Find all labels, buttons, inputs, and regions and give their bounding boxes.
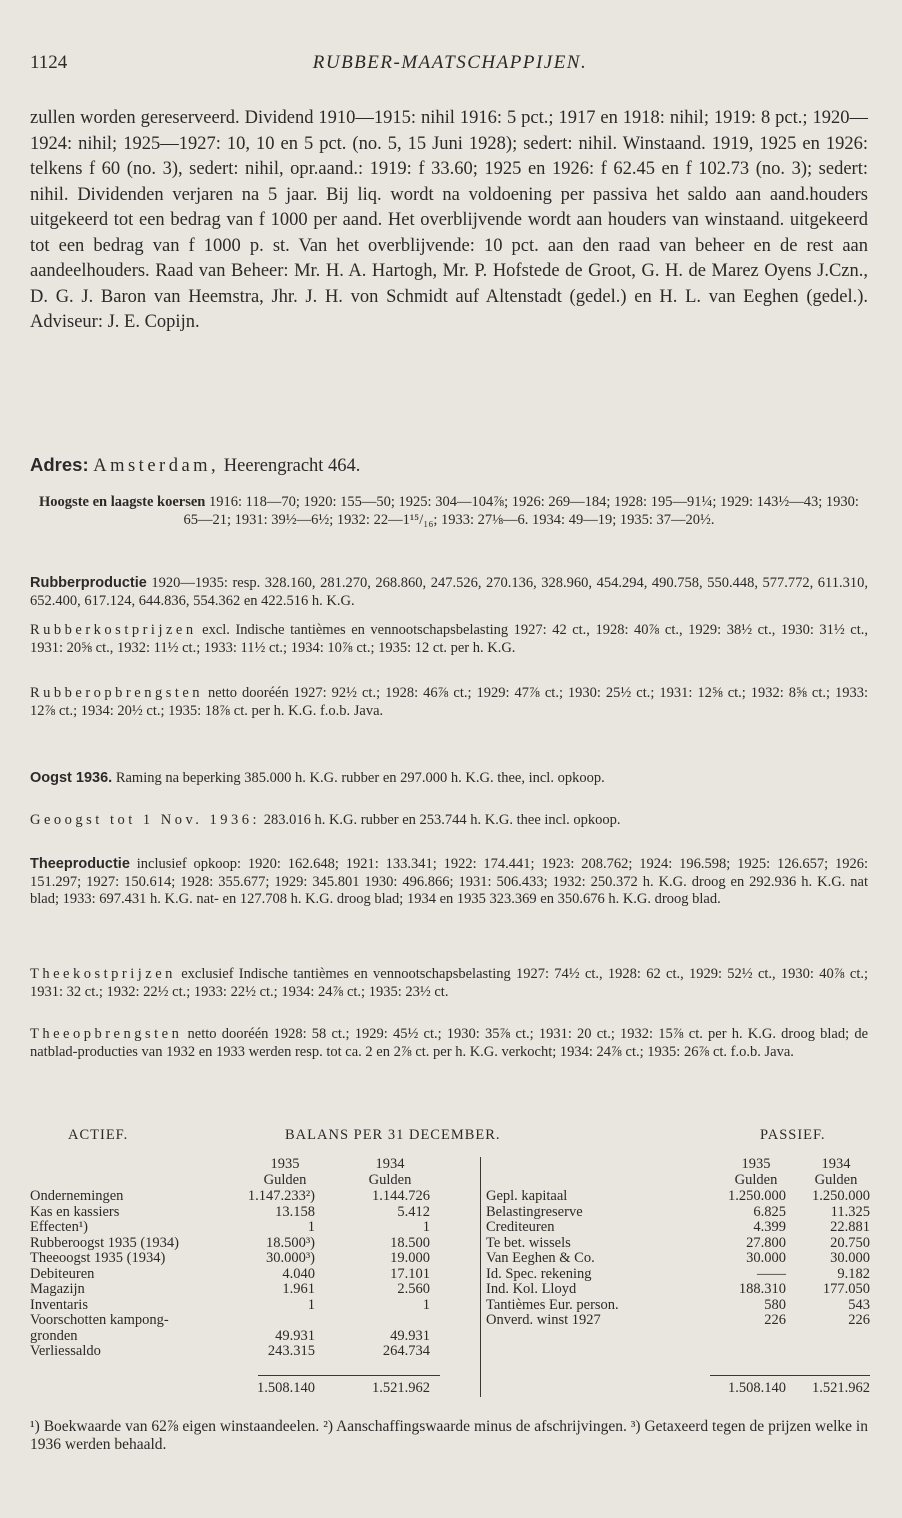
passief-row-value-1935: 6.825 — [753, 1203, 786, 1220]
actief-row — [30, 1220, 476, 1236]
passief-total-1934: 1.521.962 — [812, 1380, 870, 1396]
actief-total-1934: 1.521.962 — [372, 1380, 430, 1396]
passief-row — [486, 1313, 870, 1329]
actief-column-headers — [30, 1157, 476, 1188]
theeproductie-label: Theeproductie — [30, 856, 130, 872]
passief-unit-2: Gulden — [814, 1171, 858, 1188]
actief-heading: ACTIEF. — [68, 1127, 129, 1143]
paragraph-oogst — [30, 770, 868, 788]
passief-row-value-1935: 30.000 — [746, 1250, 786, 1266]
actief-row-value-1935: 13.158 — [275, 1203, 315, 1220]
passief-row-value-1934: 543 — [848, 1296, 870, 1313]
passief-year-1934: 1934 — [821, 1156, 851, 1172]
actief-row — [30, 1282, 476, 1298]
oogst-label: Oogst 1936. — [30, 770, 113, 786]
balance-sheet — [30, 1127, 870, 1427]
paragraph-theeproductie — [30, 856, 868, 909]
page-header — [30, 52, 870, 80]
paragraph-rubberproductie — [30, 575, 868, 610]
actief-row-label: Magazijn — [30, 1282, 85, 1297]
rubberkostprijzen-text: excl. Indische tantièmes en vennootschapsbelasting 1927: 42 ct., 1928: 40⅞ ct., 1929: 38½ ct., 1930: 31½ ct., 1931: 20⅝ ct., 1932: 11½ ct.; 1933: 11½ ct.; 1934: 10⅞ ct.; 1935: 12 ct. per h. K.G. — [30, 622, 869, 656]
actief-row — [30, 1251, 476, 1267]
passief-row — [486, 1205, 870, 1221]
passief-row-value-1934: 177.050 — [822, 1281, 870, 1297]
actief-row-value-1935: 4.040 — [282, 1265, 315, 1282]
passief-row — [486, 1189, 870, 1205]
actief-row-value-1935: 30.000³) — [265, 1250, 315, 1266]
actief-row-label: gronden — [30, 1328, 78, 1344]
actief-row-value-1934: 18.500 — [390, 1234, 430, 1251]
actief-row-label: Theeoogst 1935 (1934) — [30, 1251, 166, 1266]
passief-row-value-1935: 4.399 — [753, 1219, 786, 1235]
passief-row-value-1934: 11.325 — [830, 1203, 870, 1220]
actief-row-label: Ondernemingen — [30, 1189, 124, 1204]
actief-row-value-1934: 17.101 — [390, 1265, 430, 1282]
passief-row-value-1934: 30.000 — [830, 1250, 870, 1266]
oogst-text: Raming na beperking 385.000 h. K.G. rubber en 297.000 h. K.G. thee, incl. opkoop. — [115, 770, 605, 786]
passief-row — [486, 1298, 870, 1314]
rubberproductie-text: 1920—1935: resp. 328.160, 281.270, 268.860, 247.526, 270.136, 328.960, 454.294, 490.758, 550.448, 577.772, 611.310, 652.400, 617.124, 644.836, 554.362 en 422.516 h. K.G. — [30, 575, 869, 609]
geoogst-text: 283.016 h. K.G. rubber en 253.744 h. K.G. thee incl. opkoop. — [263, 812, 621, 828]
paragraph-theeopbrengsten — [30, 1026, 868, 1061]
geoogst-label: Geoogst tot 1 Nov. 1936: — [30, 812, 261, 828]
rubberopbrengsten-text: netto dooréén 1927: 92½ ct.; 1928: 46⅞ ct.; 1929: 47⅞ ct.; 1930: 25½ ct.; 1931: 12⅝ ct.; 1932: 8⅝ ct.; 1933: 12⅞ ct.; 1934: 20½ ct.; 1935: 18⅞ ct. per h. K.G. f.o.b. Java. — [30, 685, 868, 719]
rubberkostprijzen-label: Rubberkostprijzen — [30, 622, 197, 638]
paragraph-address — [30, 452, 868, 480]
actief-row — [30, 1344, 476, 1360]
actief-row — [30, 1313, 476, 1329]
passief-row — [486, 1236, 870, 1252]
passief-rows — [486, 1189, 870, 1329]
actief-row-label: Kas en kassiers — [30, 1204, 120, 1220]
rubberopbrengsten-label: Rubberopbrengsten — [30, 685, 204, 701]
passief-row-label: Id. Spec. rekening — [486, 1266, 592, 1282]
koersen-label: Hoogste en laagste koersen — [39, 494, 206, 510]
paragraph-dividend: zullen worden gereserveerd. Dividend 1910—1915: nihil 1916: 5 pct.; 1917 en 1918: nihil; 1919: 8 pct.; 1920—1924: nihil; 1925—1927: 10, 10 en 5 pct. (no. 5, 15 Juni 1928); sedert: nihil. Winstaand. 1919, 1925 en 1926: telkens f 60 (no. 3), sedert: nihil, opr.aand.: 1919: f 33.60; 1925 en 1926: f 62.45 en f 102.73 (no. 3); sedert: nihil. Dividenden verjaren na 5 jaar. Bij liq. wordt na voldoening per passiva het saldo aan aand.houders uitgekeerd tot een bedrag van f 1000 per aand. Het overblijvende wordt aan houders van winstaand. uitgekeerd tot een bedrag van f 1000 p. st. Van het overblijvende: 10 pct. aan den raad van beheer en de rest aan aandeelhouders. Raad van Beheer: Mr. H. A. Hartogh, Mr. P. Hofstede de Groot, G. H. de Marez Oyens J.Czn., D. G. J. Baron van Heemstra, Jhr. J. H. von Schmidt auf Altenstadt (gedel.) en H. L. van Eeghen (gedel.). Adviseur: J. E. Copijn. — [30, 108, 868, 332]
actief-row — [30, 1329, 476, 1345]
actief-row-value-1934: 1.144.726 — [372, 1188, 430, 1204]
address-label: Adres: — [30, 454, 89, 475]
actief-year-1934: 1934 — [375, 1156, 405, 1172]
paragraph-rubberopbrengsten — [30, 685, 868, 720]
passief-unit-1: Gulden — [734, 1171, 778, 1188]
actief-row — [30, 1267, 476, 1283]
passief-row — [486, 1282, 870, 1298]
actief-row-label: Rubberoogst 1935 (1934) — [30, 1235, 180, 1251]
passief-total-1935: 1.508.140 — [728, 1380, 786, 1396]
actief-row-value-1934: 5.412 — [397, 1203, 430, 1220]
actief-totals — [30, 1381, 476, 1397]
actief-row-value-1935: 1.147.233²) — [247, 1188, 315, 1204]
actief-row-label: Debiteuren — [30, 1266, 95, 1282]
actief-rows — [30, 1189, 476, 1360]
actief-row — [30, 1205, 476, 1221]
actief-total-1935: 1.508.140 — [257, 1380, 315, 1396]
passief-row-label: Crediteuren — [486, 1220, 555, 1235]
passief-column-headers — [486, 1157, 870, 1188]
passief-row — [486, 1251, 870, 1267]
actief-row-value-1935: 1 — [307, 1296, 315, 1313]
passief-row-label: Onverd. winst 1927 — [486, 1313, 601, 1328]
actief-row-value-1935: 1 — [307, 1219, 315, 1235]
theekostprijzen-label: Theekostprijzen — [30, 966, 176, 982]
passief-row-value-1935: 580 — [764, 1296, 786, 1313]
paragraph-geoogst — [30, 812, 868, 830]
actief-row-value-1934: 49.931 — [390, 1327, 430, 1344]
actief-total-rule — [258, 1375, 440, 1376]
running-title: RUBBER-MAATSCHAPPIJEN. — [312, 52, 588, 73]
theekostprijzen-text: exclusief Indische tantièmes en vennootschapsbelasting 1927: 74½ ct., 1928: 62 ct., 1929: 52½ ct., 1930: 40⅞ ct.; 1931: 32 ct.; 1932: 22½ ct.; 1933: 22½ ct.; 1934: 24⅞ ct.; 1935: 23½ ct. — [30, 966, 869, 1000]
passief-row-label: Van Eeghen & Co. — [486, 1251, 595, 1266]
passief-row-label: Ind. Kol. Lloyd — [486, 1282, 577, 1297]
passief-totals — [486, 1381, 870, 1397]
balance-divider — [480, 1157, 481, 1397]
balance-title: BALANS PER 31 DECEMBER. — [285, 1127, 501, 1143]
passief-row — [486, 1267, 870, 1283]
actief-row-value-1934: 1 — [422, 1296, 430, 1313]
passief-row-label: Belastingreserve — [486, 1204, 583, 1220]
passief-total-rule — [710, 1375, 870, 1376]
theeproductie-text: inclusief opkoop: 1920: 162.648; 1921: 133.341; 1922: 174.441; 1923: 208.762; 1924: 196.598; 1925: 126.657; 1926: 151.297; 1927: 150.614; 1928: 355.677; 1929: 345.801 1930: 496.866; 1931: 506.433; 1932: 250.372 h. K.G. droog en 292.936 h. K.G. nat blad; 1933: 697.431 h. K.G. nat- en 127.708 h. K.G. droog blad; 1934 en 1935 323.369 en 350.676 h. K.G. droog blad. — [30, 856, 868, 907]
actief-row-value-1935: 243.315 — [267, 1343, 315, 1359]
actief-row-label: Verliessaldo — [30, 1344, 101, 1359]
page-number: 1124 — [30, 52, 68, 73]
footnotes: ¹) Boekwaarde van 62⅞ eigen winstaandeelen. ²) Aanschaffingswaarde minus de afschrijvingen. ³) Getaxeerd tegen de prijzen welke in 1936 werden behaald. — [30, 1418, 868, 1453]
passief-row-value-1935: 188.310 — [738, 1281, 786, 1297]
paragraph-rubberkostprijzen — [30, 622, 868, 657]
passief-row-value-1934: 226 — [848, 1312, 870, 1328]
theeopbrengsten-text: netto dooréén 1928: 58 ct.; 1929: 45½ ct.; 1930: 35⅞ ct.; 1931: 20 ct.; 1932: 15⅞ ct. per h. K.G. droog blad; de natblad-producties van 1932 en 1933 werden resp. tot ca. 2 en 2⅞ ct. per h. K.G. verkocht; 1934: 24⅞ ct.; 1935: 26⅞ ct. f.o.b. Java. — [30, 1026, 868, 1060]
koersen-text: 1916: 118—70; 1920: 155—50; 1925: 304—104⅞; 1926: 269—184; 1928: 195—91¼; 1929: 143½—43; 1930: 65—21; 1931: 39½—6½; 1932: 22—1¹⁵/₁₆; 1933: 27⅛—6. 1934: 49—19; 1935: 37—20½. — [183, 494, 859, 528]
address-street: Heerengracht 464. — [223, 456, 361, 476]
actief-row-label: Inventaris — [30, 1297, 88, 1313]
passief-row-value-1935: 27.800 — [746, 1234, 786, 1251]
passief-row-label: Gepl. kapitaal — [486, 1189, 568, 1204]
theeopbrengsten-label: Theeopbrengsten — [30, 1026, 183, 1042]
actief-row-value-1935: 1.961 — [282, 1281, 315, 1297]
rubberproductie-label: Rubberproductie — [30, 575, 147, 591]
actief-row-value-1935: 49.931 — [275, 1327, 315, 1344]
passief-row-label: Tantièmes Eur. person. — [486, 1297, 619, 1313]
actief-row-value-1935: 18.500³) — [265, 1234, 315, 1251]
passief-row-value-1935: —— — [757, 1265, 786, 1282]
actief-row-value-1934: 264.734 — [382, 1343, 430, 1359]
passief-row-value-1934: 20.750 — [830, 1234, 870, 1251]
actief-unit-2: Gulden — [368, 1171, 412, 1188]
passief-row — [486, 1220, 870, 1236]
address-place: Amsterdam, — [93, 456, 220, 476]
paragraph-theekostprijzen — [30, 966, 868, 1001]
actief-unit-1: Gulden — [263, 1171, 307, 1188]
actief-row-label: Effecten¹) — [30, 1220, 89, 1235]
passief-heading: PASSIEF. — [760, 1127, 826, 1143]
passief-row-value-1935: 1.250.000 — [728, 1188, 786, 1204]
actief-row — [30, 1189, 476, 1205]
actief-year-1935: 1935 — [270, 1156, 300, 1172]
actief-row — [30, 1298, 476, 1314]
actief-row-label: Voorschotten kampong- — [30, 1313, 169, 1328]
passief-row-label: Te bet. wissels — [486, 1235, 571, 1251]
actief-row — [30, 1236, 476, 1252]
passief-row-value-1934: 22.881 — [830, 1219, 870, 1235]
actief-row-value-1934: 2.560 — [397, 1281, 430, 1297]
paragraph-koersen — [30, 494, 868, 529]
passief-row-value-1934: 1.250.000 — [812, 1188, 870, 1204]
passief-year-1935: 1935 — [741, 1156, 771, 1172]
passief-row-value-1935: 226 — [764, 1312, 786, 1328]
actief-row-value-1934: 1 — [422, 1219, 430, 1235]
actief-row-value-1934: 19.000 — [390, 1250, 430, 1266]
passief-row-value-1934: 9.182 — [837, 1265, 870, 1282]
